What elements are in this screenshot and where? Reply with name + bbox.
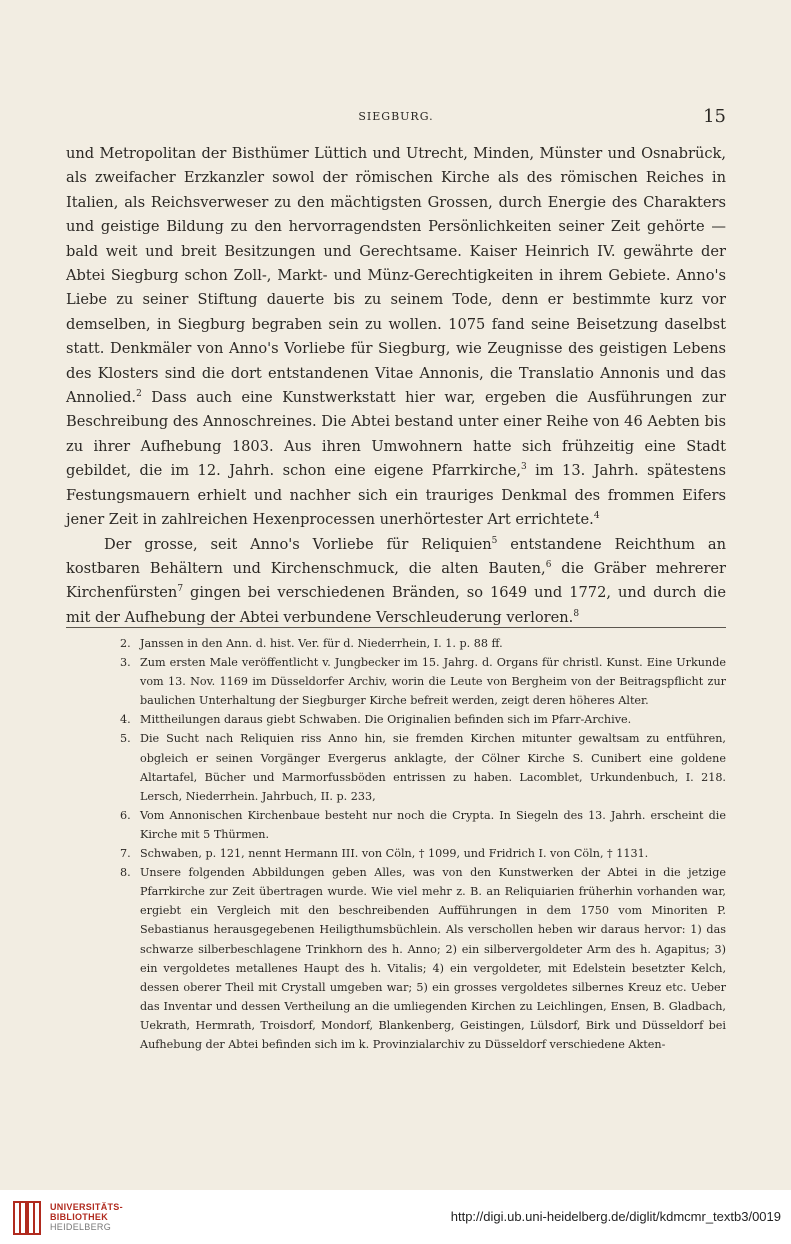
paragraph-2 bbox=[66, 533, 726, 631]
footnote-number: 6. bbox=[120, 808, 131, 822]
library-name bbox=[50, 1202, 123, 1232]
page-number: 15 bbox=[703, 106, 726, 127]
footnote-ref: 6 bbox=[545, 559, 552, 570]
text-run: entstandene Reichthum an kostbaren Behältern und Kirchenschmuck, die alten Bauten, bbox=[66, 535, 726, 577]
footnote-text: Schwaben, p. 121, nennt Hermann III. von Cöln, † 1099, und Fridrich I. von Cöln, † 1131. bbox=[140, 847, 649, 861]
footnote bbox=[120, 844, 726, 863]
running-title: SIEGBURG. bbox=[358, 110, 434, 123]
text-run: Der grosse, seit Anno's Vorliebe für Reliquien bbox=[104, 535, 492, 553]
viewer-footer bbox=[0, 1190, 791, 1244]
main-text bbox=[66, 142, 726, 630]
library-name-line: HEIDELBERG bbox=[50, 1222, 112, 1232]
library-name-line: UNIVERSITÄTS- bbox=[50, 1202, 123, 1212]
footnote bbox=[120, 634, 726, 653]
footnote-ref: 8 bbox=[573, 608, 580, 619]
footnote-text: Unsere folgenden Abbildungen geben Alles, was von den Kunstwerken der Abtei in die jetzige Pfarrkirche zur Zeit übertragen wurde. Wie viel mehr z. B. an Reliquiarien früherhin vorhanden war, ergiebt ein Vergleich mit den beschreibenden Aufführungen in dem 1750 vom Minoriten P. Sebastianus herausgegebenen Heiligthumsbüchlein. Als verschollen heben wir daraus hervor: 1) das schwarze silberbeschlagene Trinkhorn des h. Anno; 2) ein silbervergoldeter Arm des h. Agapitus; 3) ein vergoldetes metallenes Haupt des h. Vitalis; 4) ein vergoldeter, mit Edelstein besetzter Kelch, dessen oberer Theil mit Crystall umgeben war; 5) ein grosses vergoldetes silbernes Kreuz etc. Ueber das Inventar und dessen Vertheilung an die umliegenden Kirchen zu Leichlingen, Ensen, B. Gladbach, Uekrath, Hermrath, Troisdorf, Mondorf, Blankenberg, Geistingen, Lülsdorf, Birk und Düsseldorf bei Aufhebung der Abtei befinden sich im k. Provinzialarchiv zu Düsseldorf verschiedene Akten- bbox=[140, 866, 726, 1051]
document-url-link[interactable]: http://digi.ub.uni-heidelberg.de/diglit/kdmcmr_textb3/0019 bbox=[450, 1209, 781, 1224]
text-run: gingen bei verschiedenen Bränden, so 1649 und 1772, und durch die mit der Aufhebung der Abtei verbundene Verschleuderung verloren. bbox=[66, 584, 726, 626]
footnote-number: 3. bbox=[120, 656, 131, 670]
footnote bbox=[120, 806, 726, 844]
footnote-text: Die Sucht nach Reliquien riss Anno hin, sie fremden Kirchen mitunter gewaltsam zu entführen, obgleich er seinen Vorgänger Evergerus anklagte, der Cölner Kirche S. Cunibert eine goldene Altartafel, Bücher und Marmorfussböden entrissen zu haben. Lacomblet, Urkundenbuch, I. 218. Lersch, Niederrhein. Jahrbuch, II. p. 233, bbox=[140, 732, 726, 803]
footnote-number: 5. bbox=[120, 732, 131, 746]
footnote-ref: 5 bbox=[491, 535, 498, 546]
footnote-ref: 2 bbox=[136, 389, 142, 400]
library-name-line: BIBLIOTHEK bbox=[50, 1212, 108, 1222]
footnote-number: 4. bbox=[120, 713, 131, 727]
footnote-divider bbox=[66, 627, 726, 628]
text-run: im 13. Jahrh. spätestens Festungsmauern erhielt und nachher sich ein trauriges Denkmal des frommen Eifers jener Zeit in zahlreichen Hexenprocessen unerhörtester Art errichtete. bbox=[66, 462, 726, 529]
text-run: die Gräber mehrerer Kirchenfürsten bbox=[66, 559, 726, 602]
footnote-text: Zum ersten Male veröffentlicht v. Jungbecker im 15. Jahrg. d. Organs für christl. Kunst. Eine Urkunde vom 13. Nov. 1169 im Düsseldorfer Archiv, worin die Leute von Bergheim von der Beitragspflicht zur baulichen Unterhaltung der Siegburger Kirche befreit werden, zeigt deren höheres Alter. bbox=[140, 656, 726, 708]
footnote bbox=[120, 710, 726, 729]
footnote-ref: 3 bbox=[520, 462, 527, 473]
paragraph-1 bbox=[66, 142, 726, 533]
footnote-text: Mittheilungen daraus giebt Schwaben. Die Originalien befinden sich im Pfarr-Archive. bbox=[140, 713, 632, 727]
text-run: Dass auch eine Kunstwerkstatt hier war, ergeben die Ausführungen zur Beschreibung des Annoschreines. Die Abtei bestand unter einer Reihe von 46 Aebten bis zu ihrer Aufhebung 1803. Aus ihren Umwohnern hatte sich frühzeitig eine Stadt gebildet, die im 12. Jahrh. schon eine eigene Pfarrkirche, bbox=[66, 389, 726, 480]
footnote bbox=[120, 863, 726, 1054]
text-run: und Metropolitan der Bisthümer Lüttich und Utrecht, Minden, Münster und Osnabrück, als zweifacher Erzkanzler sowol der römischen Kirche als des römischen Reiches in Italien, als Reichsverweser zu den mächtigsten Grossen, durch Energie des Charakters und geistige Bildung zu den hervorragendsten Persönlichkeiten seiner Zeit gehörte — bald weit und breit Besitzungen und Gerechtsame. Kaiser Heinrich IV. gewährte der Abtei Siegburg schon Zoll-, Markt- und Münz-Gerechtigkeiten in ihrem Gebiete. Anno's Liebe zu seiner Stiftung dauerte bis zu seinem Tode, denn er bestimmte kurz vor demselben, in Siegburg begraben sein zu wollen. 1075 fand seine Beisetzung daselbst statt. Denkmäler von Anno's Vorliebe für Siegburg, wie Zeugnisse des geistigen Lebens des Klosters sind die dort entstandenen Vitae Annonis, die Translatio Annonis und das Annolied. bbox=[66, 145, 726, 407]
footnote-number: 2. bbox=[120, 637, 131, 650]
footnote-text: Janssen in den Ann. d. hist. Ver. für d. Niederrhein, I. 1. p. 88 ff. bbox=[140, 637, 503, 650]
footnote-text: Vom Annonischen Kirchenbaue besteht nur noch die Crypta. In Siegeln des 13. Jahrh. erscheint die Kirche mit 5 Thürmen. bbox=[140, 808, 726, 841]
footnote-ref: 7 bbox=[177, 584, 184, 595]
footnote-number: 8. bbox=[120, 866, 131, 880]
footnotes bbox=[120, 634, 726, 1054]
footnote-ref: 4 bbox=[593, 511, 600, 522]
university-library-logo-icon bbox=[10, 1198, 44, 1238]
footnote-number: 7. bbox=[120, 847, 131, 861]
footnote bbox=[120, 729, 726, 805]
footnote bbox=[120, 653, 726, 710]
running-head bbox=[66, 106, 726, 128]
